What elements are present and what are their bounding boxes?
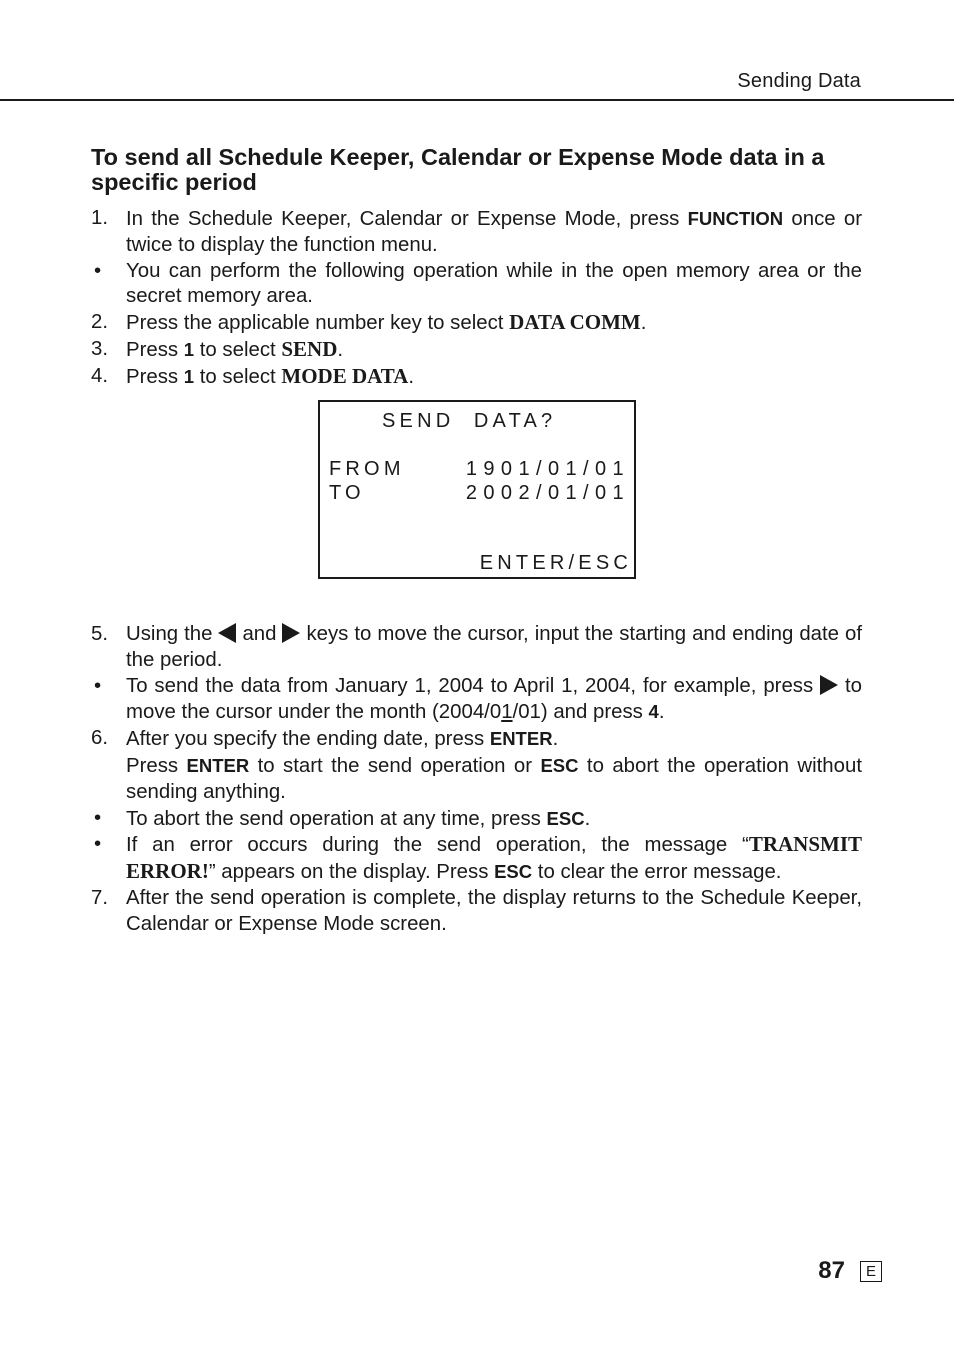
bullet: • [94,259,102,282]
running-head: Sending Data [737,70,861,92]
step-number: 6. [91,727,109,750]
step-1: 1. In the Schedule Keeper, Calendar or Expense Mode, press FUNCTION once or twice to display the function menu. [91,207,862,256]
steps-block-2 [91,622,862,938]
steps-block-1 [91,206,862,391]
left-arrow-key-icon [218,623,236,643]
step-2: 2. Press the applicable number key to select DATA COMM. [91,310,647,335]
bullet-note: • If an error occurs during the send operation, the message “TRANSMIT ERROR!” appears on the display. Press ESC to clear the error message. [94,832,862,884]
cursor-digit: 1 [501,701,513,724]
display-term: TRANSMIT ERROR! [126,832,862,884]
page-number: 87 [818,1257,845,1284]
step-number: 3. [91,337,109,360]
key-label: ENTER [186,754,250,776]
header-rule [0,99,954,101]
bullet-note: • To send the data from January 1, 2004 to April 1, 2004, for example, press to move the cursor under the month (2004/01/01) and press 4. [94,674,862,724]
step-3: 3. Press 1 to select SEND. [91,336,344,361]
display-term: SEND [281,336,338,361]
key-label: 1 [183,338,195,360]
key-label: ESC [540,754,579,776]
key-label: ENTER [489,728,553,750]
step-number: 1. [91,207,109,229]
step-4: 4. Press 1 to select MODE DATA. [91,363,415,388]
display-footer: ENTER/ESC [479,552,632,574]
right-arrow-key-icon [820,675,838,695]
language-badge: E [860,1261,882,1282]
bullet: • [94,833,102,856]
from-label: FROM [329,458,405,480]
from-date: 1901/01/01 [465,458,630,480]
bullet-note: • You can perform the following operation while in the open memory area or the secret memory area. [94,259,862,308]
key-label: 1 [183,365,195,387]
bullet: • [94,674,102,697]
key-label: ESC [494,861,533,883]
display-title: SEND DATA? [382,410,557,432]
bullet: • [94,806,102,829]
step-number: 4. [91,364,109,387]
right-arrow-key-icon [282,623,300,643]
key-label: 4 [648,701,659,723]
key-label: ESC [546,807,585,829]
display-term: MODE DATA [281,363,409,388]
step-5: 5. Using the and keys to move the cursor, input the starting and ending date of the period. [91,623,862,671]
step-6: 6. After you specify the ending date, press ENTER. Press ENTER to start the send operation or ESC to abort the operation without sending anything. [91,727,862,803]
section-title: To send all Schedule Keeper, Calendar or Expense Mode data in a specific period [91,144,825,195]
bullet-note: • To abort the send operation at any time, press ESC. [94,806,591,830]
display-term: DATA COMM [509,310,641,335]
to-date: 2002/01/01 [465,482,630,504]
to-label: TO [329,482,365,504]
key-label: FUNCTION [687,208,784,229]
lcd-display-illustration [318,400,636,579]
step-number: 7. [91,886,109,909]
step-number: 5. [91,623,109,645]
step-7: 7. After the send operation is complete, the display returns to the Schedule Keeper, Calendar or Expense Mode screen. [91,886,862,935]
step-number: 2. [91,311,109,334]
